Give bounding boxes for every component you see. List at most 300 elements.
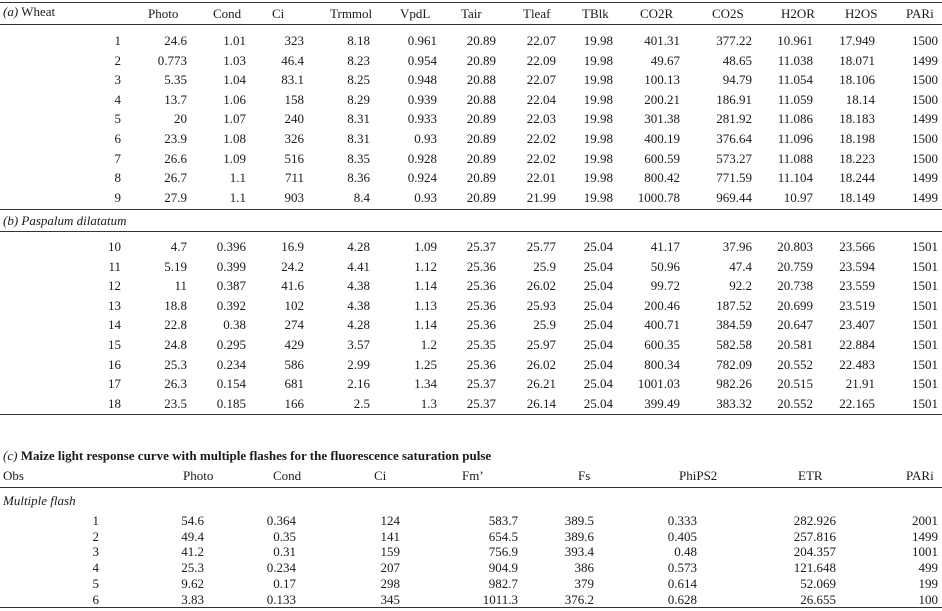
c-col-header-obs: Obs <box>3 468 24 483</box>
section-a-data-cell: 1.08 <box>223 131 246 146</box>
section-c-data-cell: 41.2 <box>181 544 204 560</box>
section-b-data-row <box>0 394 942 413</box>
section-a-data-cell: 46.4 <box>281 52 304 68</box>
section-a-data-row <box>0 90 942 109</box>
col-header-trmmol: Trmmol <box>330 6 373 21</box>
section-b-data-cell: 0.392 <box>216 297 246 313</box>
section-b-data-cell: 25.77 <box>526 239 556 254</box>
section-c-data-cell: 389.6 <box>564 528 594 544</box>
section-b-data-cell: 26.14 <box>526 395 556 411</box>
section-b-data-cell: 1.3 <box>420 395 437 411</box>
section-c-label: (c) <box>3 448 18 463</box>
section-c-data-cell: 345 <box>380 591 400 607</box>
section-b-data-cell: 18.8 <box>164 297 187 313</box>
section-a-data-cell: 1.04 <box>223 72 246 88</box>
section-c-data-cell: 0.364 <box>266 513 296 528</box>
section-b-data-cell: 20.699 <box>777 297 813 313</box>
section-b-title: Paspalum dilatatum <box>18 213 127 228</box>
section-b-data-cell: 25.37 <box>466 395 496 411</box>
section-a-data-cell: 0.948 <box>407 72 437 88</box>
section-b-data-cell: 200.46 <box>644 297 680 313</box>
section-b-data-cell: 20.552 <box>777 356 813 372</box>
section-b-data-row <box>0 257 942 276</box>
section-a-data-cell: 83.1 <box>281 72 304 88</box>
section-a-data-cell: 8.18 <box>347 33 370 48</box>
section-a-header-rule <box>0 24 942 25</box>
section-a-data-cell: 1.1 <box>229 189 246 205</box>
section-c-data-cell: 0.573 <box>667 560 697 576</box>
section-b-data-cell: 21.91 <box>845 376 875 392</box>
section-b-data-cell: 47.4 <box>729 258 752 274</box>
col-header-cond: Cond <box>213 6 242 21</box>
section-b-label: (b) <box>3 213 19 228</box>
section-b-data-cell: 41.6 <box>281 278 304 294</box>
section-a-data-cell: 4 <box>114 91 121 107</box>
c-col-header-cond: Cond <box>273 468 302 483</box>
section-c-data-cell: 1499 <box>912 528 938 544</box>
section-a-data-cell: 376.64 <box>716 131 752 146</box>
section-b-data-cell: 18 <box>108 395 121 411</box>
section-a-data-cell: 18.244 <box>839 170 875 186</box>
section-a-data-cell: 5 <box>114 111 121 127</box>
section-a-data-cell: 1500 <box>912 33 938 48</box>
section-b-data-cell: 1.25 <box>414 356 437 372</box>
section-a-title: Wheat <box>18 4 56 19</box>
section-b-data-cell: 26.3 <box>164 376 187 392</box>
section-b-data-cell: 25.35 <box>466 337 496 352</box>
section-b-data-cell: 23.407 <box>839 317 875 333</box>
section-b-data-cell: 1501 <box>912 337 938 352</box>
section-c-data-cell: 298 <box>380 575 400 591</box>
section-a-data-cell: 186.91 <box>716 91 752 107</box>
section-b-data-cell: 20.552 <box>777 395 813 411</box>
section-c-data-cell: 982.7 <box>488 575 518 591</box>
section-a-data-cell: 1499 <box>912 170 938 186</box>
section-b-data-cell: 1501 <box>912 297 938 313</box>
section-a-data-cell: 20.89 <box>466 33 496 48</box>
section-a-data-cell: 20.89 <box>466 150 496 166</box>
section-a-data-cell: 0.933 <box>407 111 437 127</box>
section-a-data-cell: 600.59 <box>644 150 680 166</box>
section-c-data-cell: 25.3 <box>181 560 204 576</box>
section-a-data-cell: 0.954 <box>407 52 437 68</box>
section-a-data-cell: 13.7 <box>164 91 187 107</box>
section-a-data-cell: 18.14 <box>845 91 875 107</box>
section-a-data-cell: 20.89 <box>466 189 496 205</box>
section-a-data-cell: 11.038 <box>777 52 813 68</box>
section-a-data-cell: 0.928 <box>407 150 437 166</box>
section-b-data-cell: 37.96 <box>722 239 752 254</box>
section-a-data-cell: 1.03 <box>223 52 246 68</box>
section-c-data-cell: 52.069 <box>800 575 836 591</box>
section-b-data-row <box>0 276 942 295</box>
section-c-top-rule <box>0 414 942 415</box>
section-c-data-cell: 756.9 <box>488 544 518 560</box>
section-a-data-row <box>0 168 942 187</box>
section-a-data-cell: 2 <box>114 52 121 68</box>
section-a-data-cell: 22.07 <box>526 33 556 48</box>
section-c-data-cell: 1 <box>92 513 99 528</box>
bottom-rule <box>0 607 942 608</box>
section-b-caption <box>3 211 127 230</box>
section-b-data-cell: 13 <box>108 297 121 313</box>
section-c-data-cell: 0.614 <box>667 575 697 591</box>
section-a-data-cell: 1.09 <box>223 150 246 166</box>
section-a-data-cell: 18.198 <box>839 131 875 146</box>
section-b-data-cell: 25.04 <box>583 278 613 294</box>
section-b-data-cell: 0.295 <box>216 337 246 352</box>
section-b-data-cell: 24.8 <box>164 337 187 352</box>
section-b-data-cell: 102 <box>284 297 304 313</box>
section-b-data-cell: 20.738 <box>777 278 813 294</box>
section-a-data-cell: 20 <box>174 111 187 127</box>
section-c-data-cell: 379 <box>574 575 594 591</box>
section-b-data-cell: 20.647 <box>777 317 813 333</box>
section-b-data-cell: 23.566 <box>839 239 875 254</box>
section-a-data-cell: 19.98 <box>583 33 613 48</box>
section-b-data-cell: 1.09 <box>414 239 437 254</box>
section-a-data-cell: 8.35 <box>347 150 370 166</box>
section-a-data-cell: 0.939 <box>407 91 437 107</box>
section-b-data-cell: 1501 <box>912 395 938 411</box>
section-a-data-cell: 8 <box>114 170 121 186</box>
section-b-data-row <box>0 237 942 256</box>
section-a-data-cell: 19.98 <box>583 131 613 146</box>
section-a-data-cell: 1499 <box>912 111 938 127</box>
section-b-data-cell: 2.16 <box>347 376 370 392</box>
section-c-data-cell: 0.31 <box>273 544 296 560</box>
section-b-data-cell: 1.12 <box>414 258 437 274</box>
section-c-subheading: Multiple flash <box>3 493 76 508</box>
section-b-data-cell: 25.36 <box>466 258 496 274</box>
section-c-data-cell: 0.17 <box>273 575 296 591</box>
section-b-data-cell: 0.154 <box>216 376 246 392</box>
section-b-data-cell: 23.594 <box>839 258 875 274</box>
section-a-data-row <box>0 70 942 89</box>
section-c-data-cell: 257.816 <box>793 528 836 544</box>
section-a-data-cell: 8.23 <box>347 52 370 68</box>
section-c-data-cell: 2001 <box>912 513 938 528</box>
section-c-data-cell: 0.35 <box>273 528 296 544</box>
section-c-data-cell: 204.357 <box>793 544 836 560</box>
section-a-data-cell: 20.89 <box>466 52 496 68</box>
section-b-data-cell: 25.3 <box>164 356 187 372</box>
section-b-data-cell: 1501 <box>912 258 938 274</box>
section-b-data-cell: 20.759 <box>777 258 813 274</box>
section-a-data-cell: 19.98 <box>583 189 613 205</box>
section-c-header-row <box>0 466 942 485</box>
section-b-data-cell: 1501 <box>912 376 938 392</box>
section-b-data-cell: 1.14 <box>414 278 437 294</box>
top-rule <box>0 2 942 3</box>
section-b-data-cell: 15 <box>108 337 121 352</box>
section-a-data-cell: 11.104 <box>777 170 813 186</box>
section-b-data-cell: 0.234 <box>216 356 246 372</box>
col-header-co2s: CO2S <box>712 6 744 21</box>
section-b-data-cell: 0.185 <box>216 395 246 411</box>
section-b-data-cell: 25.04 <box>583 239 613 254</box>
section-a-label: (a) <box>3 4 19 19</box>
section-b-data-cell: 22.165 <box>839 395 875 411</box>
section-a-data-cell: 8.31 <box>347 111 370 127</box>
section-a-data-cell: 27.9 <box>164 189 187 205</box>
section-a-data-cell: 0.773 <box>157 52 187 68</box>
section-a-data-cell: 18.223 <box>839 150 875 166</box>
section-a-data-cell: 8.29 <box>347 91 370 107</box>
section-a-data-cell: 11.096 <box>777 131 813 146</box>
col-header-tair: Tair <box>461 6 482 21</box>
c-col-header-etr: ETR <box>798 468 823 483</box>
section-a-data-cell: 23.9 <box>164 131 187 146</box>
c-col-header-fs: Fs <box>578 468 591 483</box>
section-a-data-cell: 1.01 <box>223 33 246 48</box>
col-header-h2os: H2OS <box>845 6 878 21</box>
section-a-data-cell: 323 <box>284 33 304 48</box>
section-a-data-cell: 18.183 <box>839 111 875 127</box>
section-b-data-cell: 17 <box>108 376 121 392</box>
section-c-data-cell: 141 <box>380 528 400 544</box>
section-b-data-cell: 25.36 <box>466 356 496 372</box>
section-b-data-cell: 11 <box>174 278 187 294</box>
section-a-data-row <box>0 109 942 128</box>
section-b-data-cell: 1501 <box>912 239 938 254</box>
section-a-data-cell: 8.4 <box>353 189 370 205</box>
section-b-data-cell: 25.36 <box>466 297 496 313</box>
c-col-header-phips2: PhiPS2 <box>679 468 718 483</box>
section-a-data-cell: 22.01 <box>526 170 556 186</box>
section-b-data-cell: 10 <box>108 239 121 254</box>
section-b-data-cell: 20.803 <box>777 239 813 254</box>
section-a-data-cell: 281.92 <box>716 111 752 127</box>
section-c-title: Maize light response curve with multiple flashes for the fluorescence saturation pulse <box>17 448 492 463</box>
col-header-tblk: TBlk <box>582 6 609 21</box>
c-col-header-pari: PARi <box>906 468 934 483</box>
section-b-data-cell: 99.72 <box>650 278 680 294</box>
section-a-data-cell: 1500 <box>912 72 938 88</box>
section-b-data-cell: 586 <box>284 356 304 372</box>
section-b-data-cell: 274 <box>284 317 304 333</box>
section-a-data-cell: 10.97 <box>783 189 813 205</box>
section-b-data-cell: 2.99 <box>347 356 370 372</box>
section-b-data-cell: 1501 <box>912 356 938 372</box>
section-a-data-cell: 8.31 <box>347 131 370 146</box>
section-b-data-row <box>0 296 942 315</box>
section-b-data-cell: 23.5 <box>164 395 187 411</box>
section-a-data-cell: 48.65 <box>722 52 752 68</box>
section-c-data-cell: 5 <box>92 575 99 591</box>
section-b-data-cell: 25.36 <box>466 317 496 333</box>
section-a-data-cell: 22.03 <box>526 111 556 127</box>
section-a-data-cell: 573.27 <box>716 150 752 166</box>
section-a-data-cell: 49.67 <box>650 52 680 68</box>
section-a-data-cell: 19.98 <box>583 52 613 68</box>
section-a-data-cell: 0.961 <box>407 33 437 48</box>
section-a-data-cell: 26.7 <box>164 170 187 186</box>
section-a-data-cell: 22.07 <box>526 72 556 88</box>
section-b-data-cell: 383.32 <box>716 395 752 411</box>
section-a-data-cell: 1500 <box>912 91 938 107</box>
section-c-data-cell: 9.62 <box>181 575 204 591</box>
section-b-data-cell: 25.04 <box>583 376 613 392</box>
section-b-data-cell: 25.04 <box>583 317 613 333</box>
section-b-data-cell: 25.37 <box>466 239 496 254</box>
section-c-data-cell: 6 <box>92 591 99 607</box>
section-c-data-cell: 26.655 <box>800 591 836 607</box>
section-a-data-cell: 1.07 <box>223 111 246 127</box>
section-b-data-cell: 14 <box>108 317 121 333</box>
section-c-data-cell: 0.628 <box>667 591 697 607</box>
section-b-data-cell: 24.2 <box>281 258 304 274</box>
section-c-data-cell: 3.83 <box>181 591 204 607</box>
section-a-data-cell: 969.44 <box>716 189 752 205</box>
section-c-data-cell: 654.5 <box>488 528 518 544</box>
col-header-tleaf: Tleaf <box>523 6 551 21</box>
section-a-data-cell: 1499 <box>912 52 938 68</box>
section-a-data-cell: 158 <box>284 91 304 107</box>
section-a-data-row <box>0 31 942 50</box>
section-b-data-cell: 4.41 <box>347 258 370 274</box>
section-b-data-row <box>0 315 942 334</box>
section-b-data-cell: 3.57 <box>347 337 370 352</box>
section-b-data-cell: 12 <box>108 278 121 294</box>
section-b-data-cell: 0.387 <box>216 278 246 294</box>
section-a-data-cell: 22.02 <box>526 131 556 146</box>
section-a-data-cell: 10.961 <box>777 33 813 48</box>
section-b-data-cell: 0.38 <box>223 317 246 333</box>
col-header-co2r: CO2R <box>640 6 674 21</box>
section-a-data-cell: 3 <box>114 72 121 88</box>
col-header-ci: Ci <box>272 6 285 21</box>
section-a-data-cell: 1500 <box>912 131 938 146</box>
section-a-data-cell: 8.36 <box>347 170 370 186</box>
section-a-data-cell: 20.89 <box>466 170 496 186</box>
section-c-data-cell: 100 <box>918 591 938 607</box>
section-a-data-cell: 0.93 <box>414 189 437 205</box>
section-a-data-cell: 20.88 <box>466 72 496 88</box>
section-b-data-cell: 1.13 <box>414 297 437 313</box>
section-c-data-cell: 159 <box>380 544 400 560</box>
section-b-data-row <box>0 374 942 393</box>
section-a-data-cell: 11.086 <box>777 111 813 127</box>
section-c-data-cell: 199 <box>918 575 938 591</box>
section-c-data-cell: 1011.3 <box>482 591 518 607</box>
section-a-data-cell: 20.89 <box>466 131 496 146</box>
c-col-header-ci: Ci <box>374 468 387 483</box>
section-b-header-rule <box>0 231 942 232</box>
section-a-data-cell: 240 <box>284 111 304 127</box>
section-a-data-cell: 18.106 <box>839 72 875 88</box>
section-a-data-cell: 19.98 <box>583 150 613 166</box>
section-b-data-cell: 11 <box>108 258 121 274</box>
section-b-data-cell: 25.36 <box>466 278 496 294</box>
section-b-data-cell: 600.35 <box>644 337 680 352</box>
section-b-data-cell: 25.37 <box>466 376 496 392</box>
section-b-data-cell: 25.04 <box>583 297 613 313</box>
section-b-data-cell: 25.04 <box>583 337 613 352</box>
section-b-data-cell: 1.14 <box>414 317 437 333</box>
section-b-data-cell: 23.519 <box>839 297 875 313</box>
section-c-data-cell: 1001 <box>912 544 938 560</box>
section-c-data-cell: 4 <box>92 560 99 576</box>
section-b-data-cell: 26.02 <box>526 356 556 372</box>
section-b-data-cell: 92.2 <box>729 278 752 294</box>
col-header-pari: PARi <box>906 6 934 21</box>
section-c-header-rule <box>0 487 942 488</box>
section-c-data-row <box>0 590 942 609</box>
section-a-data-cell: 1500 <box>912 150 938 166</box>
section-b-data-cell: 0.396 <box>216 239 246 254</box>
section-b-data-row <box>0 335 942 354</box>
section-a-data-cell: 26.6 <box>164 150 187 166</box>
section-b-data-cell: 166 <box>284 395 304 411</box>
section-a-data-cell: 5.35 <box>164 72 187 88</box>
section-b-data-cell: 0.399 <box>216 258 246 274</box>
section-c-data-cell: 583.7 <box>488 513 518 528</box>
section-b-data-cell: 23.559 <box>839 278 875 294</box>
section-c-data-cell: 49.4 <box>181 528 204 544</box>
section-b-data-cell: 22.8 <box>164 317 187 333</box>
section-b-data-cell: 400.71 <box>644 317 680 333</box>
section-b-data-cell: 25.04 <box>583 356 613 372</box>
section-a-data-cell: 401.31 <box>644 33 680 48</box>
section-b-top-rule <box>0 209 942 210</box>
section-c-data-cell: 282.926 <box>793 513 836 528</box>
section-a-data-cell: 19.98 <box>583 111 613 127</box>
section-a-data-cell: 0.924 <box>407 170 437 186</box>
section-a-data-cell: 301.38 <box>644 111 680 127</box>
section-a-data-cell: 8.25 <box>347 72 370 88</box>
section-b-data-cell: 782.09 <box>716 356 752 372</box>
section-b-data-cell: 4.38 <box>347 278 370 294</box>
c-col-header-photo: Photo <box>183 468 214 483</box>
section-b-data-cell: 681 <box>284 376 304 392</box>
section-b-data-cell: 16.9 <box>281 239 304 254</box>
section-b-data-cell: 20.581 <box>777 337 813 352</box>
section-a-data-cell: 1 <box>114 33 121 48</box>
section-a-data-cell: 800.42 <box>644 170 680 186</box>
section-c-data-cell: 386 <box>574 560 594 576</box>
section-c-data-cell: 499 <box>918 560 938 576</box>
section-b-data-cell: 582.58 <box>716 337 752 352</box>
section-b-data-cell: 429 <box>284 337 304 352</box>
section-c-data-cell: 121.648 <box>793 560 836 576</box>
section-a-data-cell: 17.949 <box>839 33 875 48</box>
section-b-data-cell: 800.34 <box>644 356 680 372</box>
section-b-data-cell: 5.19 <box>164 258 187 274</box>
section-b-data-cell: 22.884 <box>839 337 875 352</box>
section-b-data-cell: 26.02 <box>526 278 556 294</box>
section-b-data-row <box>0 355 942 374</box>
section-c-data-cell: 389.5 <box>564 513 594 528</box>
section-b-data-cell: 4.28 <box>347 317 370 333</box>
section-a-data-cell: 6 <box>114 131 121 146</box>
col-header-vpdl: VpdL <box>400 6 431 21</box>
section-b-data-cell: 25.04 <box>583 258 613 274</box>
section-a-data-cell: 377.22 <box>716 33 752 48</box>
section-a-data-cell: 1.06 <box>223 91 246 107</box>
section-b-data-cell: 20.515 <box>777 376 813 392</box>
section-a-data-cell: 771.59 <box>716 170 752 186</box>
section-a-data-cell: 20.89 <box>466 111 496 127</box>
section-b-data-cell: 25.9 <box>533 258 556 274</box>
section-c-data-cell: 2 <box>92 528 99 544</box>
section-a-data-row <box>0 188 942 207</box>
section-a-data-row <box>0 51 942 70</box>
section-b-data-cell: 1501 <box>912 278 938 294</box>
section-c-data-cell: 0.234 <box>266 560 296 576</box>
section-a-data-cell: 100.13 <box>644 72 680 88</box>
section-b-data-cell: 22.483 <box>839 356 875 372</box>
